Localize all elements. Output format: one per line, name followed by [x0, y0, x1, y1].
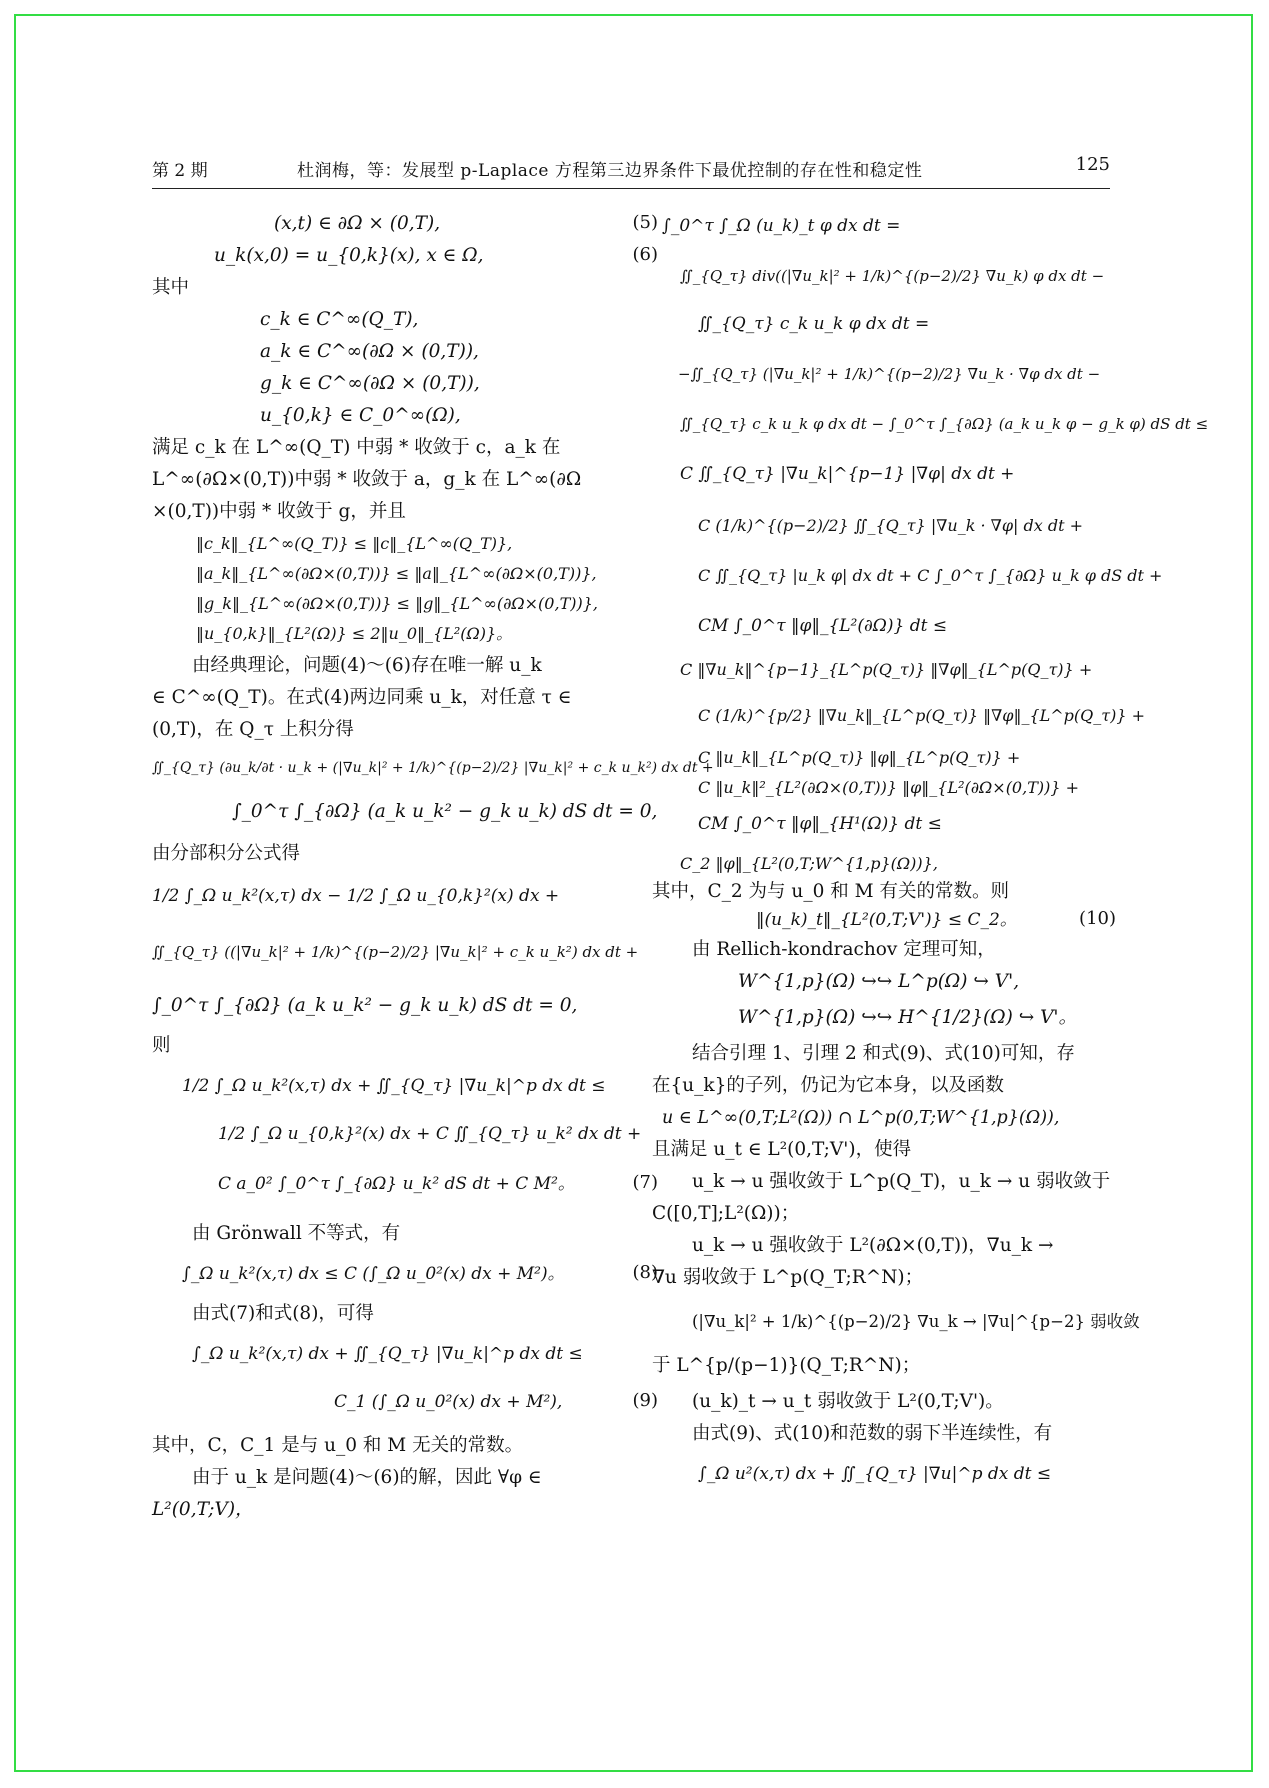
formula-line: ∬_{Q_τ} ((|∇u_k|² + 1/k)^{(p−2)/2} |∇u_k|² + c_k u_k²) dx dt +: [152, 943, 639, 961]
formula-line: C (1/k)^{(p−2)/2} ∬_{Q_τ} |∇u_k · ∇φ| dx dt +: [698, 516, 1084, 535]
formula-line: a_k ∈ C^∞(∂Ω × (0,T)),: [260, 341, 479, 362]
formula-line: C ∬_{Q_τ} |u_k φ| dx dt + C ∫_0^τ ∫_{∂Ω} u_k φ dS dt +: [698, 566, 1163, 585]
formula-line: ∬_{Q_τ} (∂u_k/∂t · u_k + (|∇u_k|² + 1/k)^{(p−2)/2} |∇u_k|² + c_k u_k²) dx dt +: [152, 760, 714, 776]
text-line: 由 Grönwall 不等式，有: [192, 1223, 401, 1244]
text-line: 且满足 u_t ∈ L²(0,T;V')，使得: [652, 1139, 912, 1160]
formula-line: ∬_{Q_τ} c_k u_k φ dx dt =: [698, 314, 930, 334]
issue-label: 第 2 期: [152, 161, 208, 181]
formula-line: C ‖u_k‖_{L^p(Q_τ)} ‖φ‖_{L^p(Q_τ)} +: [698, 748, 1021, 767]
text-line: 由于 u_k 是问题(4)～(6)的解，因此 ∀φ ∈: [192, 1467, 542, 1488]
running-header: [152, 152, 1110, 186]
text-line: 由式(9)、式(10)和范数的弱下半连续性，有: [692, 1423, 1053, 1444]
text-line: 由分部积分公式得: [152, 843, 301, 864]
formula-line: g_k ∈ C^∞(∂Ω × (0,T)),: [260, 373, 480, 394]
formula-line: CM ∫_0^τ ‖φ‖_{H¹(Ω)} dt ≤: [698, 814, 942, 834]
text-line: 由经典理论，问题(4)～(6)存在唯一解 u_k: [192, 655, 542, 676]
formula-line: C_2 ‖φ‖_{L²(0,T;W^{1,p}(Ω))},: [680, 854, 938, 873]
text-line: L²(0,T;V)，: [152, 1499, 254, 1520]
formula-line: C a_0² ∫_0^τ ∫_{∂Ω} u_k² dS dt + C M²。: [218, 1174, 575, 1194]
formula-line: 1/2 ∫_Ω u_k²(x,τ) dx + ∬_{Q_τ} |∇u_k|^p dx dt ≤: [182, 1076, 606, 1096]
formula-line: C ‖∇u_k‖^{p−1}_{L^p(Q_τ)} ‖∇φ‖_{L^p(Q_τ)} +: [680, 660, 1093, 679]
text-line: 其中: [152, 277, 190, 298]
formula-line: C_1 (∫_Ω u_0²(x) dx + M²),: [334, 1392, 563, 1412]
formula-line: C (1/k)^{p/2} ‖∇u_k‖_{L^p(Q_τ)} ‖∇φ‖_{L^p(Q_τ)} +: [698, 706, 1146, 725]
text-line: L^∞(∂Ω×(0,T))中弱 * 收敛于 a，g_k 在 L^∞(∂Ω: [152, 469, 582, 490]
formula-line: ∫_0^τ ∫_{∂Ω} (a_k u_k² − g_k u_k) dS dt = 0,: [152, 995, 578, 1016]
text-line: ×(0,T))中弱 * 收敛于 g，并且: [152, 501, 406, 522]
equation-number-5: (5): [632, 212, 658, 233]
text-line: 在{u_k}的子列，仍记为它本身，以及函数: [652, 1075, 1004, 1096]
text-line: 其中，C，C_1 是与 u_0 和 M 无关的常数。: [152, 1435, 524, 1456]
header-rule: [152, 188, 1110, 189]
formula-line: ∫_0^τ ∫_Ω (u_k)_t φ dx dt =: [662, 216, 901, 236]
formula-line: ∫_0^τ ∫_{∂Ω} (a_k u_k² − g_k u_k) dS dt = 0,: [232, 801, 658, 822]
formula-line: W^{1,p}(Ω) ↪↪ L^p(Ω) ↪ V',: [738, 971, 1020, 992]
text-line: u_k → u 强收敛于 L^p(Q_T)，u_k → u 弱收敛于: [692, 1171, 1111, 1192]
running-title: 杜润梅，等：发展型 p-Laplace 方程第三边界条件下最优控制的存在性和稳定性: [297, 161, 923, 181]
formula-line: C ‖u_k‖²_{L²(∂Ω×(0,T))} ‖φ‖_{L²(∂Ω×(0,T))} +: [698, 778, 1080, 797]
page-number: 125: [1075, 154, 1110, 175]
text-line: 其中，C_2 为与 u_0 和 M 有关的常数。则: [652, 881, 1009, 902]
formula-line: c_k ∈ C^∞(Q_T),: [260, 309, 419, 330]
equation-5: (x,t) ∈ ∂Ω × (0,T),: [274, 213, 441, 234]
equation-10: ‖(u_k)_t‖_{L²(0,T;V')} ≤ C_2。: [756, 910, 1017, 930]
equation-8: ∫_Ω u_k²(x,τ) dx ≤ C (∫_Ω u_0²(x) dx + M²)。: [182, 1264, 565, 1284]
formula-line: ‖a_k‖_{L^∞(∂Ω×(0,T))} ≤ ‖a‖_{L^∞(∂Ω×(0,T))},: [196, 564, 597, 583]
formula-line: W^{1,p}(Ω) ↪↪ H^{1/2}(Ω) ↪ V'。: [738, 1007, 1078, 1028]
formula-line: u ∈ L^∞(0,T;L²(Ω)) ∩ L^p(0,T;W^{1,p}(Ω)),: [662, 1108, 1060, 1128]
formula-line: u_{0,k} ∈ C_0^∞(Ω),: [260, 405, 461, 426]
equation-number-9: (9): [632, 1390, 658, 1411]
formula-line: ∬_{Q_τ} div((|∇u_k|² + 1/k)^{(p−2)/2} ∇u_k) φ dx dt −: [680, 267, 1105, 285]
text-line: (u_k)_t → u_t 弱收敛于 L²(0,T;V')。: [692, 1391, 1004, 1412]
equation-number-7: (7): [632, 1172, 658, 1193]
formula-line: ∫_Ω u²(x,τ) dx + ∬_{Q_τ} |∇u|^p dx dt ≤: [698, 1464, 1052, 1484]
text-line: ∈ C^∞(Q_T)。在式(4)两边同乘 u_k，对任意 τ ∈: [152, 687, 572, 708]
equation-number-8: (8): [632, 1262, 658, 1283]
text-line: 则: [152, 1035, 171, 1056]
formula-line: −∬_{Q_τ} (|∇u_k|² + 1/k)^{(p−2)/2} ∇u_k · ∇φ dx dt −: [678, 365, 1101, 383]
formula-line: CM ∫_0^τ ‖φ‖_{L²(∂Ω)} dt ≤: [698, 616, 948, 636]
text-line: ∇u 弱收敛于 L^p(Q_T;R^N)；: [652, 1267, 924, 1288]
equation-6: u_k(x,0) = u_{0,k}(x), x ∈ Ω,: [214, 245, 484, 266]
text-line: 由 Rellich-kondrachov 定理可知，: [692, 939, 996, 960]
text-line: 满足 c_k 在 L^∞(Q_T) 中弱 * 收敛于 c，a_k 在: [152, 437, 561, 458]
text-line: 于 L^{p/(p−1)}(Q_T;R^N)；: [652, 1355, 921, 1376]
formula-line: ‖u_{0,k}‖_{L²(Ω)} ≤ 2‖u_0‖_{L²(Ω)}。: [196, 624, 513, 643]
text-line: u_k → u 强收敛于 L²(∂Ω×(0,T))，∇u_k →: [692, 1235, 1054, 1256]
text-line: C([0,T];L²(Ω))；: [652, 1203, 800, 1224]
formula-line: ∬_{Q_τ} c_k u_k φ dx dt − ∫_0^τ ∫_{∂Ω} (a_k u_k φ − g_k φ) dS dt ≤: [680, 415, 1209, 433]
formula-line: ∫_Ω u_k²(x,τ) dx + ∬_{Q_τ} |∇u_k|^p dx dt ≤: [192, 1344, 583, 1364]
text-line: 结合引理 1、引理 2 和式(9)、式(10)可知，存: [692, 1043, 1075, 1064]
equation-number-6: (6): [632, 244, 658, 265]
text-line: 由式(7)和式(8)，可得: [192, 1303, 374, 1324]
equation-number-10: (10): [1079, 908, 1116, 929]
formula-line: ‖g_k‖_{L^∞(∂Ω×(0,T))} ≤ ‖g‖_{L^∞(∂Ω×(0,T))},: [196, 594, 598, 613]
formula-line: 1/2 ∫_Ω u_{0,k}²(x) dx + C ∬_{Q_τ} u_k² dx dt +: [218, 1124, 642, 1144]
formula-line: 1/2 ∫_Ω u_k²(x,τ) dx − 1/2 ∫_Ω u_{0,k}²(x) dx +: [152, 886, 560, 906]
formula-line: ‖c_k‖_{L^∞(Q_T)} ≤ ‖c‖_{L^∞(Q_T)},: [196, 534, 513, 553]
formula-line: C ∬_{Q_τ} |∇u_k|^{p−1} |∇φ| dx dt +: [680, 464, 1015, 484]
text-line: (|∇u_k|² + 1/k)^{(p−2)/2} ∇u_k → |∇u|^{p−2} 弱收敛: [692, 1312, 1140, 1331]
text-line: (0,T)，在 Q_τ 上积分得: [152, 719, 354, 740]
